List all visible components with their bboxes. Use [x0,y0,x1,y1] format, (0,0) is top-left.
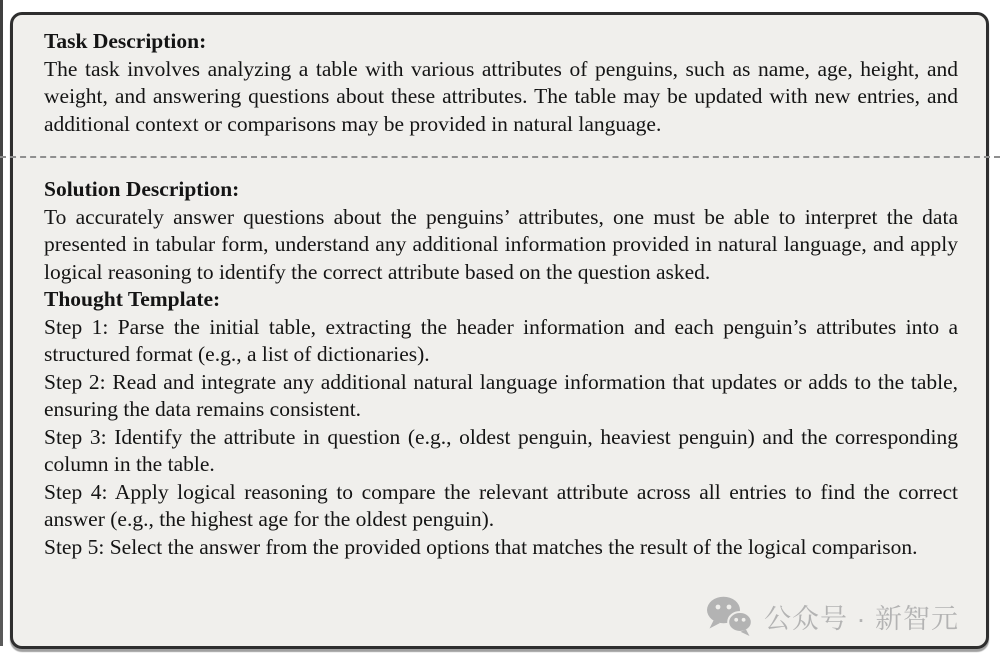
template-step: Step 1: Parse the initial table, extracting the header information and each penguin’s attributes into a structured format (e.g., a list of dictionaries). [44,314,958,366]
page-edge-shadow [0,0,3,646]
task-heading: Task Description: [44,29,207,53]
template-step: Step 2: Read and integrate any additional natural language information that updates or adds to the table, ensuring the data remains consistent. [44,369,958,421]
task-section [44,28,958,138]
solution-section [44,176,958,561]
wechat-icon [706,596,753,637]
watermark-label: 公众号 · 新智元 [764,604,959,634]
template-step: Step 4: Apply logical reasoning to compare the relevant attribute across all entries to find the correct answer (e.g., the highest age for the oldest penguin). [44,479,958,531]
solution-heading: Solution Description: [44,177,240,201]
template-heading: Thought Template: [44,287,221,311]
solution-body: To accurately answer questions about the penguins’ attributes, one must be able to interpret the data presented in tabular form, understand any additional information provided in natural language, and apply logical reasoning to identify the correct attribute based on the question asked. [44,204,958,284]
task-body: The task involves analyzing a table with various attributes of penguins, such as name, age, height, and weight, and answering questions about these attributes. The table may be updated with new entries, and additional context or comparisons may be provided in natural language. [44,56,958,136]
watermark [706,596,959,637]
template-step: Step 3: Identify the attribute in question (e.g., oldest penguin, heaviest penguin) and the corresponding column in the table. [44,424,958,476]
template-step: Step 5: Select the answer from the provided options that matches the result of the logical comparison. [44,534,918,559]
section-divider [0,156,1000,158]
